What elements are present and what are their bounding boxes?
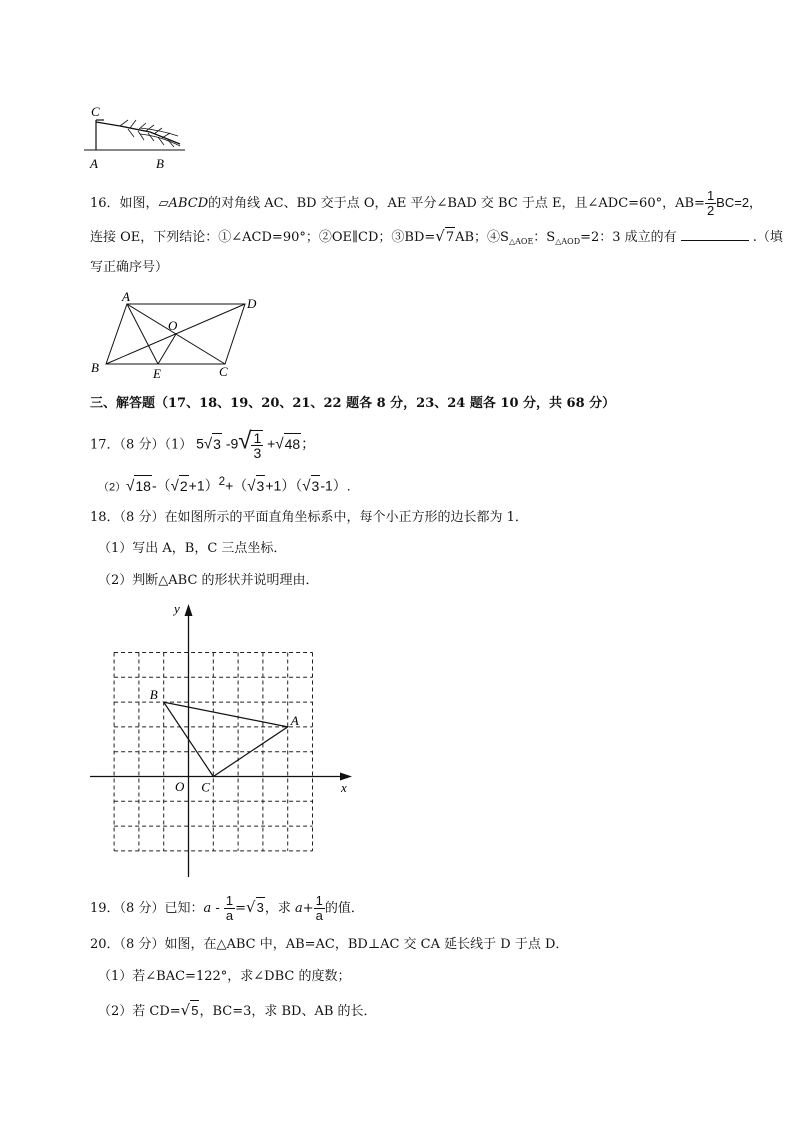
label-a: A	[90, 156, 98, 171]
y-axis-arrow	[185, 604, 193, 616]
q19: 19．（8 分）已知：a - $\frac{1}{a}$ =√3，求 a+ $\frac{1}{a}$ 的值．	[90, 893, 364, 923]
q20-line3: （2）若 CD=√5，BC=3，求 BD、AB 的长．	[98, 1001, 377, 1019]
svg-text:E: E	[153, 366, 161, 380]
fraction: $\frac{1}{2}$	[706, 188, 715, 218]
label-c: C	[201, 779, 210, 795]
q18-line1: 18．（8 分）在如图所示的平面直角坐标系中，每个小正方形的边长都为 1．	[90, 510, 528, 525]
label-b: B	[156, 156, 164, 171]
label-c: C	[91, 104, 100, 119]
q16-line1: 16．如图，▱ABCD的对角线 AC、BD 交于点 O，AE 平分∠BAD 交 BC 于点 E，且∠ADC=60°，AB= $\frac{1}{2}$ BC=2，	[90, 188, 763, 218]
svg-text:C: C	[219, 364, 228, 379]
q20-line1: 20．（8 分）如图，在△ABC 中，AB=AC，BD⊥AC 交 CA 延长线于 D 于点 D．	[90, 937, 569, 952]
label-b: B	[149, 687, 158, 703]
q16-line3: 写正确序号）	[90, 260, 169, 275]
label-a: A	[290, 712, 299, 728]
label-x: x	[341, 780, 347, 795]
label-o: O	[175, 779, 185, 794]
q17-part2: $(2)√18-(√2+1)^2+(√3+1)(√3-1)$.	[98, 475, 351, 495]
svg-text:O: O	[168, 318, 178, 333]
q18-line2: （1）写出 A，B，C 三点坐标．	[98, 541, 287, 556]
svg-text:B: B	[91, 360, 99, 375]
q20-line2: （1）若∠BAC=122°，求∠DBC 的度数；	[98, 969, 351, 984]
triangle-abc	[164, 702, 288, 776]
section-heading: 三、解答题（17、18、19、20、21、22 题各 8 分，23、24 题各 10 分，共 68 分）	[90, 396, 616, 411]
label-y: y	[174, 601, 180, 616]
svg-text:D: D	[247, 296, 257, 311]
q18-line3: （2）判断△ABC 的形状并说明理由．	[98, 573, 319, 588]
q16-line2: 连接 OE，下列结论：①∠ACD=90°；②OE∥CD；③BD=√7AB；$④S_{\triangle AOE}$：$S_{\triangle AOD}=2$：3 成立的有 .（填	[90, 227, 783, 246]
svg-text:A: A	[122, 289, 130, 304]
q17-part1: 17．（8 分）（1） 5√3 -9√ $\frac{1}{3}$ +√48；	[90, 427, 316, 461]
